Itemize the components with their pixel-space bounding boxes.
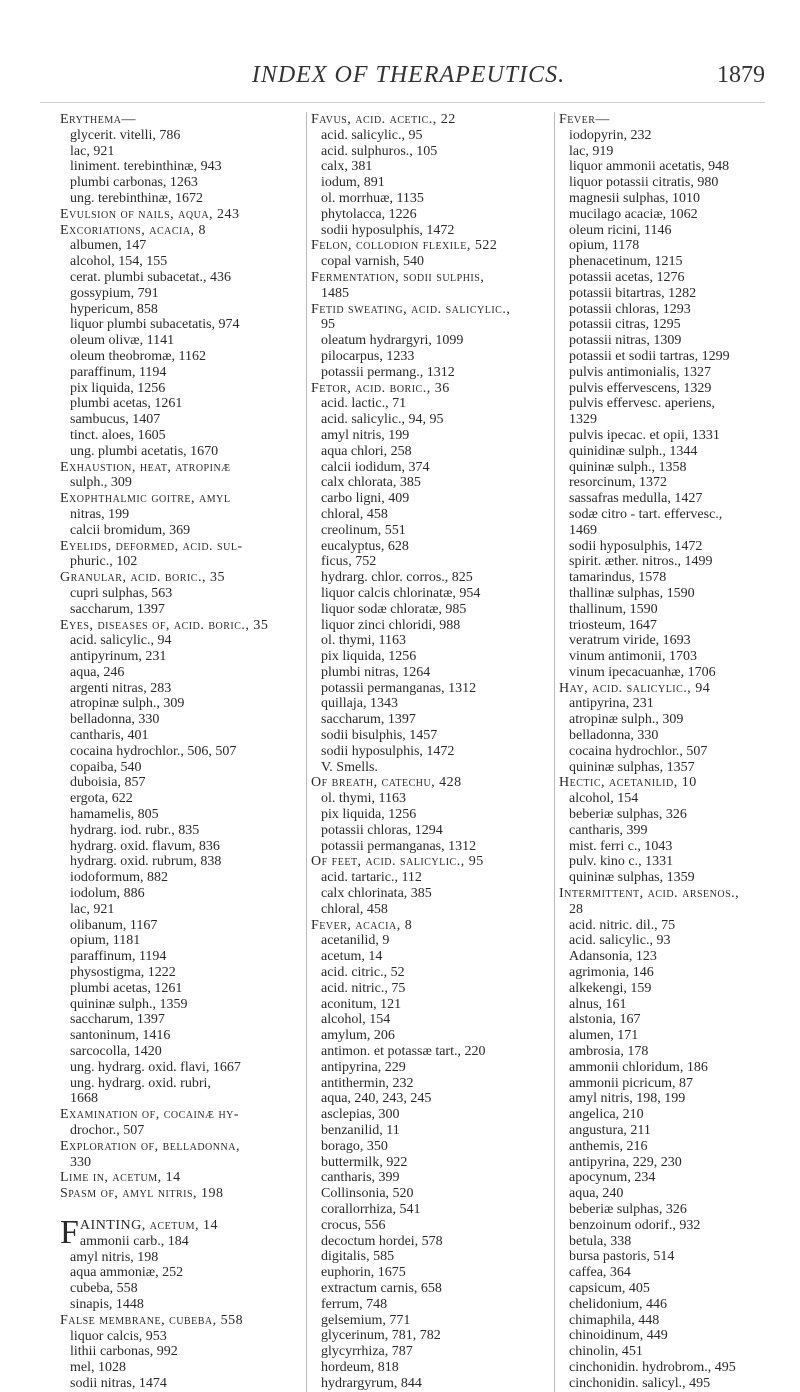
index-entry: acid. salicylic., 94, 95 xyxy=(321,412,444,428)
index-entry: acid. lactic., 71 xyxy=(321,396,407,412)
index-entry: pulvis antimonialis, 1327 xyxy=(569,364,711,380)
index-entry: plumbi acetas, 1261 xyxy=(70,980,183,996)
index-entry: alcohol, 154 xyxy=(569,791,639,807)
index-entry: extractum carnis, 658 xyxy=(321,1280,442,1296)
index-entry: cantharis, 401 xyxy=(70,728,149,744)
index-entry: quininæ sulphas, 1357 xyxy=(569,759,695,775)
index-entry: potassii permanganas, 1312 xyxy=(321,838,477,854)
index-entry: paraffinum, 1194 xyxy=(70,949,167,965)
index-entry: ficus, 752 xyxy=(321,554,377,570)
index-entry: sodæ citro - tart. effervesc., xyxy=(569,506,723,522)
index-entry: hamamelis, 805 xyxy=(70,807,159,823)
index-entry: lac, 921 xyxy=(70,901,115,917)
index-entry: cantharis, 399 xyxy=(321,1170,400,1186)
index-entry: 95 xyxy=(321,317,335,333)
index-entry: liquor zinci chloridi, 988 xyxy=(321,617,461,633)
index-entry: phenacetinum, 1215 xyxy=(569,254,683,270)
index-entry: antithermin, 232 xyxy=(321,1075,414,1091)
index-heading: Excoriations, acacia, 8 xyxy=(60,222,207,238)
index-entry: beberiæ sulphas, 326 xyxy=(569,807,687,823)
index-entry: gelsemium, 771 xyxy=(321,1312,411,1328)
index-entry: sodii hyposulphis, 1472 xyxy=(321,743,455,759)
index-entry: Collinsonia, 520 xyxy=(321,1186,414,1202)
index-entry: pilocarpus, 1233 xyxy=(321,348,415,364)
index-entry: 330 xyxy=(70,1154,91,1170)
index-entry: glycyrrhiza, 787 xyxy=(321,1344,413,1360)
index-entry: acetanilid, 9 xyxy=(321,933,390,949)
index-entry: lithii carbonas, 992 xyxy=(70,1344,178,1360)
index-entry: belladonna, 330 xyxy=(70,712,160,728)
index-heading: Spasm of, amyl nitris, 198 xyxy=(60,1186,224,1202)
index-entry: albumen, 147 xyxy=(70,238,147,254)
page-number: 1879 xyxy=(717,62,765,88)
index-entry: oleum ricini, 1146 xyxy=(569,222,672,238)
page-title: INDEX OF THERAPEUTICS. xyxy=(251,62,566,88)
index-entry: potassii acetas, 1276 xyxy=(569,269,685,285)
index-entry: saccharum, 1397 xyxy=(321,712,416,728)
index-entry: corallorrhiza, 541 xyxy=(321,1201,421,1217)
index-entry: betula, 338 xyxy=(569,1233,632,1249)
index-heading: Of breath, catechu, 428 xyxy=(311,775,462,791)
index-entry: pix liquida, 1256 xyxy=(70,380,166,396)
index-heading: False membrane, cubeba, 558 xyxy=(60,1312,244,1328)
index-entry: saccharum, 1397 xyxy=(70,1012,165,1028)
index-heading: Exophthalmic goitre, amyl xyxy=(60,491,231,507)
index-entry: alnus, 161 xyxy=(569,996,627,1012)
index-entry: ung. hydrarg. oxid. rubri, xyxy=(70,1075,211,1091)
index-entry: benzoinum odorif., 932 xyxy=(569,1217,701,1233)
index-heading: Fever, acacia, 8 xyxy=(311,917,413,933)
index-entry: acid. salicylic., 95 xyxy=(321,127,423,143)
index-entry: hydrargyrum, 844 xyxy=(321,1375,422,1391)
index-entry: 28 xyxy=(569,901,583,917)
index-entry: sodii bisulphis, 1457 xyxy=(321,728,438,744)
index-entry: atropinæ sulph., 309 xyxy=(70,696,185,712)
index-entry: ol. thymi, 1163 xyxy=(321,633,407,649)
index-entry: mucilago acaciæ, 1062 xyxy=(569,206,698,222)
index-entry: liquor calcis, 953 xyxy=(70,1328,167,1344)
index-heading: Felon, collodion flexile, 522 xyxy=(311,238,498,254)
index-entry: plumbi acetas, 1261 xyxy=(70,396,183,412)
index-entry: ung. hydrarg. oxid. flavi, 1667 xyxy=(70,1059,241,1075)
index-entry: sulph., 309 xyxy=(70,475,132,491)
index-entry: copal varnish, 540 xyxy=(321,254,425,270)
index-entry: amylum, 206 xyxy=(321,1028,395,1044)
index-entry: chinoidinum, 449 xyxy=(569,1328,668,1344)
index-entry: apocynum, 234 xyxy=(569,1170,656,1186)
index-entry: antipyrina, 231 xyxy=(569,696,654,712)
index-entry: pulvis effervesc. aperiens, xyxy=(569,396,715,412)
index-heading: Lime in, acetum, 14 xyxy=(60,1170,181,1186)
index-entry: acetum, 14 xyxy=(321,949,383,965)
index-entry: acid. salicylic., 93 xyxy=(569,933,671,949)
index-entry: 1329 xyxy=(569,412,597,428)
index-entry: triosteum, 1647 xyxy=(569,617,657,633)
index-entry: acid. citric., 52 xyxy=(321,965,405,981)
index-entry: sarcocolla, 1420 xyxy=(70,1044,162,1060)
index-entry: aqua, 240, 243, 245 xyxy=(321,1091,432,1107)
index-entry: capsicum, 405 xyxy=(569,1280,650,1296)
index-entry: iodum, 891 xyxy=(321,175,385,191)
index-entry: hydrarg. chlor. corros., 825 xyxy=(321,570,473,586)
index-entry: oleum olivæ, 1141 xyxy=(70,333,175,349)
index-heading: Erythema— xyxy=(60,112,136,127)
index-entry: iodopyrin, 232 xyxy=(569,127,652,143)
index-entry: cocaina hydrochlor., 507 xyxy=(569,743,708,759)
index-entry: agrimonia, 146 xyxy=(569,965,654,981)
index-entry: cerat. plumbi subacetat., 436 xyxy=(70,269,231,285)
index-entry: copaiba, 540 xyxy=(70,759,142,775)
index-entry: vinum antimonii, 1703 xyxy=(569,649,697,665)
index-entry: calx chlorinata, 385 xyxy=(321,886,432,902)
index-entry: cupri sulphas, 563 xyxy=(70,585,173,601)
index-entry: pix liquida, 1256 xyxy=(321,807,417,823)
index-entry: sodii nitras, 1474 xyxy=(70,1375,167,1391)
index-entry: quinidinæ sulph., 1344 xyxy=(569,443,698,459)
index-entry: alcohol, 154, 155 xyxy=(70,254,168,270)
index-entry: acid. nitric., 75 xyxy=(321,980,406,996)
index-entry: alstonia, 167 xyxy=(569,1012,641,1028)
index-heading: Eyes, diseases of, acid. boric., 35 xyxy=(60,617,269,633)
index-entry: amyl nitris, 198, 199 xyxy=(569,1091,686,1107)
index-entry: caffea, 364 xyxy=(569,1265,631,1281)
index-entry: eucalyptus, 628 xyxy=(321,538,409,554)
index-entry: antimon. et potassæ tart., 220 xyxy=(321,1044,486,1060)
index-entry: gossypium, 791 xyxy=(70,285,159,301)
index-entry: antipyrina, 229, 230 xyxy=(569,1154,682,1170)
index-entry: tinct. aloes, 1605 xyxy=(70,427,166,443)
index-entry: acid. tartaric., 112 xyxy=(321,870,422,886)
index-heading: Hay, acid. salicylic., 94 xyxy=(559,680,711,696)
index-entry: V. Smells. xyxy=(321,759,378,775)
index-entry: pulvis ipecac. et opii, 1331 xyxy=(569,427,720,443)
index-entry: calx chlorata, 385 xyxy=(321,475,421,491)
index-entry: bursa pastoris, 514 xyxy=(569,1249,675,1265)
index-entry: argenti nitras, 283 xyxy=(70,680,172,696)
index-heading: Fermentation, sodii sulphis, xyxy=(311,269,485,285)
index-entry: pulv. kino c., 1331 xyxy=(569,854,674,870)
index-entry: aqua, 240 xyxy=(569,1186,624,1202)
index-entry: benzanilid, 11 xyxy=(321,1123,400,1138)
index-heading: Of feet, acid. salicylic., 95 xyxy=(311,854,484,870)
index-entry: decoctum hordei, 578 xyxy=(321,1233,443,1249)
index-entry: quininæ sulphas, 1359 xyxy=(569,870,695,886)
index-entry: hydrarg. oxid. rubrum, 838 xyxy=(70,854,222,870)
index-heading: Fetid sweating, acid. salicylic., xyxy=(311,301,511,317)
index-entry: potassii permanganas, 1312 xyxy=(321,680,477,696)
index-entry: calcii iodidum, 374 xyxy=(321,459,430,475)
index-entry: phuric., 102 xyxy=(70,554,138,570)
index-entry: creolinum, 551 xyxy=(321,522,406,538)
index-entry: sassafras medulla, 1427 xyxy=(569,491,703,507)
index-entry: chelidonium, 446 xyxy=(569,1296,667,1312)
index-entry: alcohol, 154 xyxy=(321,1012,391,1028)
index-heading: Granular, acid. boric., 35 xyxy=(60,570,225,586)
index-entry: acid. sulphuros., 105 xyxy=(321,143,438,159)
index-entry: santoninum, 1416 xyxy=(70,1028,171,1044)
index-entry: potassii citras, 1295 xyxy=(569,317,681,333)
index-heading: Exploration of, belladonna, xyxy=(60,1138,240,1154)
index-entry: thallinæ sulphas, 1590 xyxy=(569,585,695,601)
index-entry: potassii chloras, 1293 xyxy=(569,301,691,317)
index-entry: liniment. terebinthinæ, 943 xyxy=(70,159,222,175)
index-entry: borago, 350 xyxy=(321,1138,388,1154)
index-entry: 1668 xyxy=(70,1091,98,1107)
index-entry: antipyrinum, 231 xyxy=(70,649,167,665)
index-entry: drochor., 507 xyxy=(70,1123,145,1138)
index-entry: angustura, 211 xyxy=(569,1123,651,1138)
index-column-3 xyxy=(554,112,799,1392)
index-entry: calx, 381 xyxy=(321,159,373,175)
index-entry: ung. terebinthinæ, 1672 xyxy=(70,190,203,206)
index-heading: Fetor, acid. boric., 36 xyxy=(311,380,450,396)
index-entry: mist. ferri c., 1043 xyxy=(569,838,673,854)
index-entry: resorcinum, 1372 xyxy=(569,475,667,491)
index-entry: opium, 1181 xyxy=(70,933,141,949)
index-entry: alkekengi, 159 xyxy=(569,980,652,996)
index-entry: physostigma, 1222 xyxy=(70,965,176,981)
index-entry: oleum theobromæ, 1162 xyxy=(70,348,206,364)
index-entry: sinapis, 1448 xyxy=(70,1296,144,1312)
index-heading: Evulsion of nails, aqua, 243 xyxy=(60,206,240,222)
index-entry: sodii hyposulphis, 1472 xyxy=(321,222,455,238)
index-entry: aqua ammoniæ, 252 xyxy=(70,1265,184,1281)
drop-cap: F xyxy=(60,1213,79,1251)
index-entry: cantharis, 399 xyxy=(569,822,648,838)
index-entry: phytolacca, 1226 xyxy=(321,206,417,222)
index-entry: calcii bromidum, 369 xyxy=(70,522,191,538)
index-entry: 1485 xyxy=(321,285,349,301)
index-entry: ol. thymi, 1163 xyxy=(321,791,407,807)
index-entry: quininæ sulph., 1358 xyxy=(569,459,687,475)
index-entry: acid. nitric. dil., 75 xyxy=(569,917,676,933)
index-entry: cinchonidin. salicyl., 495 xyxy=(569,1375,711,1391)
index-column-2 xyxy=(306,112,551,1392)
index-entry: ammonii picricum, 87 xyxy=(569,1075,694,1091)
index-entry: liquor sodæ chloratæ, 985 xyxy=(321,601,467,617)
index-entry: potassii bitartras, 1282 xyxy=(569,285,697,301)
index-entry: olibanum, 1167 xyxy=(70,917,158,933)
index-heading: Eyelids, deformed, acid. sul- xyxy=(60,538,243,554)
index-heading: Fever— xyxy=(559,112,610,127)
index-entry: chloral, 458 xyxy=(321,901,388,917)
index-entry: sodii hyposulphis, 1472 xyxy=(569,538,703,554)
index-entry: opium, 1178 xyxy=(569,238,640,254)
index-heading: Favus, acid. acetic., 22 xyxy=(311,112,456,127)
index-entry: liquor potassii citratis, 980 xyxy=(569,175,719,191)
index-entry: lac, 919 xyxy=(569,143,614,159)
index-entry: glycerinum, 781, 782 xyxy=(321,1328,441,1344)
index-entry: duboisia, 857 xyxy=(70,775,146,791)
index-entry: liquor plumbi subacetatis, 974 xyxy=(70,317,240,333)
index-entry: iodolum, 886 xyxy=(70,886,145,902)
index-entry: ol. morrhuæ, 1135 xyxy=(321,190,424,206)
index-entry: tamarindus, 1578 xyxy=(569,570,667,586)
index-entry: carbo ligni, 409 xyxy=(321,491,410,507)
index-entry: liquor ammonii acetatis, 948 xyxy=(569,159,730,175)
index-entry: liquor calcis chlorinatæ, 954 xyxy=(321,585,481,601)
index-entry: paraffinum, 1194 xyxy=(70,364,167,380)
index-entry: quininæ sulph., 1359 xyxy=(70,996,188,1012)
index-entry: anthemis, 216 xyxy=(569,1138,648,1154)
index-entry: plumbi carbonas, 1263 xyxy=(70,175,198,191)
index-column-1 xyxy=(60,112,304,1392)
index-entry: asclepias, 300 xyxy=(321,1107,400,1123)
index-entry: potassii nitras, 1309 xyxy=(569,333,682,349)
index-entry: alumen, 171 xyxy=(569,1028,639,1044)
index-entry: atropinæ sulph., 309 xyxy=(569,712,684,728)
index-entry: ambrosia, 178 xyxy=(569,1044,649,1060)
index-entry: pix liquida, 1256 xyxy=(321,649,417,665)
index-entry: beberiæ sulphas, 326 xyxy=(569,1201,687,1217)
index-entry: cocaina hydrochlor., 506, 507 xyxy=(70,743,237,759)
index-entry: cinchonidin. hydrobrom., 495 xyxy=(569,1359,736,1375)
index-entry: chimaphila, 448 xyxy=(569,1312,660,1328)
index-heading: Hectic, acetanilid, 10 xyxy=(559,775,697,791)
index-entry: chinolin, 451 xyxy=(569,1344,643,1360)
index-entry: aqua, 246 xyxy=(70,664,125,680)
index-entry: ergota, 622 xyxy=(70,791,133,807)
index-entry: chloral, 458 xyxy=(321,506,388,522)
index-entry: glycerit. vitelli, 786 xyxy=(70,127,181,143)
index-entry: amyl nitris, 199 xyxy=(321,427,410,443)
index-entry: ferrum, 748 xyxy=(321,1296,388,1312)
index-entry: pulvis effervescens, 1329 xyxy=(569,380,712,396)
index-entry: antipyrina, 229 xyxy=(321,1059,406,1075)
index-entry: magnesii sulphas, 1010 xyxy=(569,190,701,206)
index-entry: sambucus, 1407 xyxy=(70,412,161,428)
index-entry: saccharum, 1397 xyxy=(70,601,165,617)
index-entry: aqua chlori, 258 xyxy=(321,443,412,459)
index-entry: hydrarg. oxid. flavum, 836 xyxy=(70,838,220,854)
index-entry: mel, 1028 xyxy=(70,1360,126,1376)
index-heading: Exhaustion, heat, atropinæ xyxy=(60,459,231,475)
index-entry: spirit. æther. nitros., 1499 xyxy=(569,554,713,570)
index-entry: lac, 921 xyxy=(70,143,115,159)
index-entry: plumbi nitras, 1264 xyxy=(321,664,431,680)
index-entry: hydrarg. iod. rubr., 835 xyxy=(70,822,200,838)
index-heading: Intermittent, acid. arsenos., xyxy=(559,886,740,902)
index-entry: hypericum, 858 xyxy=(70,301,158,317)
index-entry: digitalis, 585 xyxy=(321,1249,395,1265)
index-entry: amyl nitris, 198 xyxy=(70,1249,159,1265)
index-entry: potassii et sodii tartras, 1299 xyxy=(569,348,730,364)
index-entry: quillaja, 1343 xyxy=(321,696,398,712)
index-entry: buttermilk, 922 xyxy=(321,1154,408,1170)
index-entry: crocus, 556 xyxy=(321,1217,386,1233)
page-header xyxy=(40,62,765,103)
index-entry: iodoformum, 882 xyxy=(70,870,168,886)
index-heading: Examination of, cocainæ hy- xyxy=(60,1107,240,1123)
index-entry: ammonii carb., 184 xyxy=(79,1233,189,1249)
index-entry: oleatum hydrargyri, 1099 xyxy=(321,333,464,349)
index-entry: ammonii chloridum, 186 xyxy=(569,1059,708,1075)
index-entry: vinum ipecacuanhæ, 1706 xyxy=(569,664,716,680)
index-entry: euphorin, 1675 xyxy=(321,1265,406,1281)
index-entry: hordeum, 818 xyxy=(321,1359,399,1375)
index-entry: thallinum, 1590 xyxy=(569,601,658,617)
index-entry: angelica, 210 xyxy=(569,1107,644,1123)
index-entry: potassii permang., 1312 xyxy=(321,364,455,380)
index-entry: veratrum viride, 1693 xyxy=(569,633,691,649)
index-entry: acid. salicylic., 94 xyxy=(70,633,172,649)
index-entry: potassii chloras, 1294 xyxy=(321,822,443,838)
index-entry: belladonna, 330 xyxy=(569,728,659,744)
index-entry: aconitum, 121 xyxy=(321,996,402,1012)
index-entry: ung. plumbi acetatis, 1670 xyxy=(70,443,219,459)
index-entry: Adansonia, 123 xyxy=(569,949,657,965)
index-heading-text: AINTING, acetum, 14 xyxy=(79,1217,218,1233)
index-entry: nitras, 199 xyxy=(70,506,130,522)
index-entry: cubeba, 558 xyxy=(70,1281,138,1297)
index-entry: 1469 xyxy=(569,522,597,538)
